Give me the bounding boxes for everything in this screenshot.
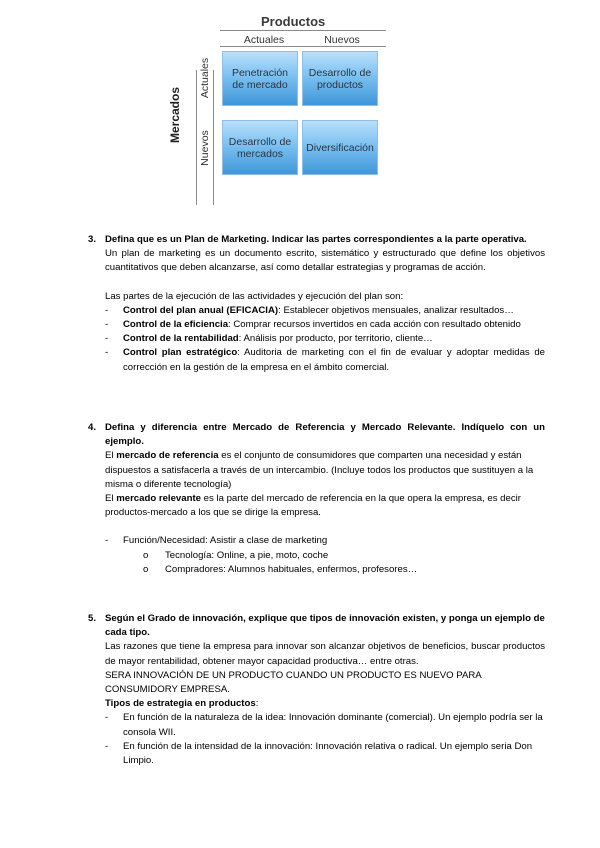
matrix-top-line [220,30,386,31]
question-3-intro: Las partes de la ejecución de las actividades y ejecución del plan son: [105,290,404,302]
sub-list-item [105,563,545,577]
list-item [105,740,545,768]
bullet-dash: - [105,535,109,547]
list-item-text: En función de la naturaleza de la idea: Innovación dominante (comercial). Un ejemplo podría ser la consola WII. [123,712,543,738]
bullet-dash: - [105,347,109,359]
bullet-dash: - [105,304,109,316]
matrix-row-nuevos: Nuevos [199,130,211,166]
matrix-header-line [220,46,386,47]
types-heading-colon: : [255,698,259,710]
question-4-title: Defina y diferencia entre Mercado de Referencia y Mercado Relevante. Indíquelo con un ejemplo. [105,422,545,448]
list-item-text: : Análisis por producto, por territorio, cliente… [238,333,433,345]
question-5-types-heading [105,697,545,711]
question-5-paragraph-1: Las razones que tiene la empresa para innovar son alcanzar objetivos de beneficios, buscar productos de mayor rentabilidad, obtener mayor capacidad productiva… entre otras. [105,641,545,667]
list-item-text: : Establecer objetivos mensuales, analizar resultados… [278,304,514,316]
text-run: El [105,450,117,462]
question-5-paragraph-2: SERA INNOVACIÓN DE UN PRODUCTO CUANDO UN PRODUCTO ES NUEVO PARA CONSUMIDORY EMPRESA. [105,669,482,696]
list-item-text: Función/Necesidad: Asistir a clase de marketing [123,535,328,547]
question-3-number: 3. [88,234,97,245]
bullet-dash: - [105,712,109,724]
matrix-row-actuales: Actuales [199,57,211,99]
text-run: es la parte del mercado de referencia en la que opera la empresa, es decir productos-mercado a los que se dirige la empresa. [105,493,521,519]
bullet-dash: - [105,740,109,752]
list-item [105,711,545,739]
matrix-col-nuevos: Nuevos [324,34,360,46]
list-item-term: Control de la rentabilidad [123,333,239,345]
list-item-term: Control plan estratégico [123,347,238,359]
list-item-term: Control del plan anual (EFICACIA) [123,304,279,316]
text-run: El [105,493,117,505]
list-item [105,534,545,548]
question-5-title: Según el Grado de innovación, explique que tipos de innovación existen, y ponga un ejemplo de cada tipo. [105,613,545,639]
question-4 [88,421,545,577]
text-run: es el conjunto de consumidores que comparten una necesidad y están dispuestos a satisfacerla a través de un intercambio. (Incluye todos los productos que sustituyen a la misma o diferente tecnología) [105,450,534,490]
bullet-dash: - [105,333,109,345]
sub-list-item-text: Tecnología: Online, a pie, moto, coche [165,549,329,561]
question-4-paragraph-2 [105,492,545,520]
list-item [105,304,545,318]
question-3-definition: Un plan de marketing es un documento escrito, sistemático y estructurado que define los objetivos cuantitativos que deben alcanzarse, así como detallar estrategias y programas de acción. [105,248,545,274]
list-item-text: : Auditoria de marketing con el fin de evaluar y adoptar medidas de corrección en la gestión de la empresa en el ámbito comercial. [123,347,545,373]
matrix-col-actuales: Actuales [243,34,285,46]
list-item [105,346,545,374]
matrix-title: Productos [261,14,326,29]
sub-list-item [105,549,545,563]
question-5-number: 5. [88,613,97,624]
list-item-text: : Comprar recursos invertidos en cada acción con resultado obtenido [228,319,521,331]
question-4-paragraph-1 [105,449,545,492]
sub-list-item-text: Compradores: Alumnos habituales, enfermos, profesores… [165,563,418,575]
question-3-title: Defina que es un Plan de Marketing. Indicar las partes correspondientes a la parte operativa. [105,234,527,245]
list-item [105,318,545,332]
ansoff-matrix [160,8,390,198]
bullet-circle: o [143,563,149,575]
matrix-row-title: Mercados [168,86,182,144]
cell-desarrollo-mercados: Desarrollo de mercados [222,120,298,175]
list-item-term: Control de la eficiencia [123,319,229,331]
term-mercado-referencia: mercado de referencia [116,450,219,462]
cell-penetracion-mercado: Penetración de mercado [222,51,298,106]
types-heading-text: Tipos de estrategia en productos [105,698,256,710]
question-4-number: 4. [88,422,97,433]
question-3 [88,233,545,375]
bullet-circle: o [143,549,149,561]
cell-desarrollo-productos: Desarrollo de productos [302,51,378,106]
term-mercado-relevante: mercado relevante [116,493,201,505]
bullet-dash: - [105,319,109,331]
matrix-row-line [213,70,214,205]
list-item [105,332,545,346]
list-item-text: En función de la intensidad de la innovación: Innovación relativa o radical. Un ejemplo seria Don Limpio. [123,740,533,767]
matrix-left-line [196,70,197,205]
question-5 [88,612,545,768]
cell-diversificacion: Diversificación [302,120,378,175]
